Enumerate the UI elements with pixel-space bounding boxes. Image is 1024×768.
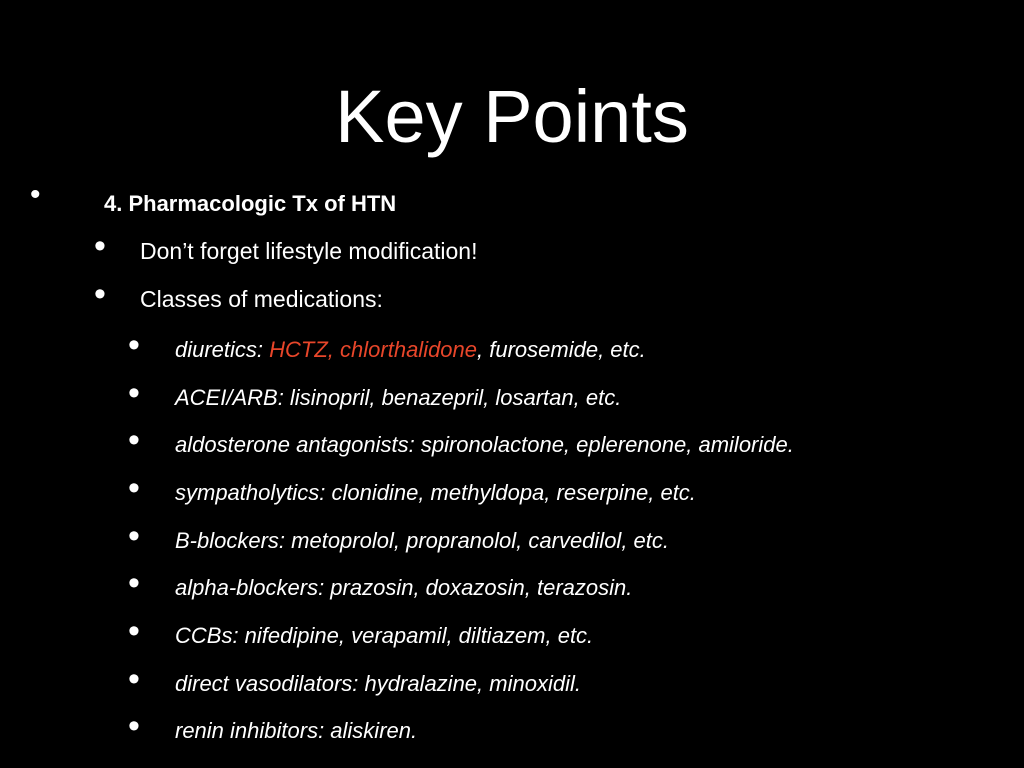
bullet-icon: • (128, 469, 140, 507)
highlighted-text: HCTZ, chlorthalidone (269, 337, 478, 362)
bullet-icon: • (128, 612, 140, 650)
list-item: ACEI/ARB: lisinopril, benazepril, losartan, etc. (175, 385, 622, 410)
list-item-diuretics (175, 336, 646, 364)
section-heading: 4. Pharmacologic Tx of HTN (104, 191, 397, 216)
list-item: alpha-blockers: prazosin, doxazosin, terazosin. (175, 575, 633, 600)
list-item-rest: , furosemide, etc. (477, 337, 646, 362)
list-item: direct vasodilators: hydralazine, minoxidil. (175, 671, 581, 696)
bullet-icon: • (94, 227, 106, 265)
bullet-icon: • (128, 707, 140, 745)
list-item: renin inhibitors: aliskiren. (175, 718, 418, 743)
list-item: B-blockers: metoprolol, propranolol, carvedilol, etc. (175, 528, 670, 553)
bullet-icon: • (128, 421, 140, 459)
list-item-label: diuretics: (175, 337, 270, 362)
bullet-icon: • (128, 374, 140, 412)
list-item: sympatholytics: clonidine, methyldopa, reserpine, etc. (175, 480, 696, 505)
list-item: aldosterone antagonists: spironolactone, eplerenone, amiloride. (175, 432, 794, 457)
bullet-icon: • (30, 178, 41, 211)
bullet-icon: • (128, 564, 140, 602)
sub-item-classes: Classes of medications: (140, 286, 383, 312)
bullet-icon: • (128, 660, 140, 698)
bullet-icon: • (128, 326, 140, 364)
bullet-icon: • (94, 275, 106, 313)
bullet-icon: • (128, 517, 140, 555)
sub-item-lifestyle: Don’t forget lifestyle modification! (140, 238, 478, 264)
list-item: CCBs: nifedipine, verapamil, diltiazem, etc. (175, 623, 594, 648)
slide-title: Key Points (335, 75, 689, 158)
